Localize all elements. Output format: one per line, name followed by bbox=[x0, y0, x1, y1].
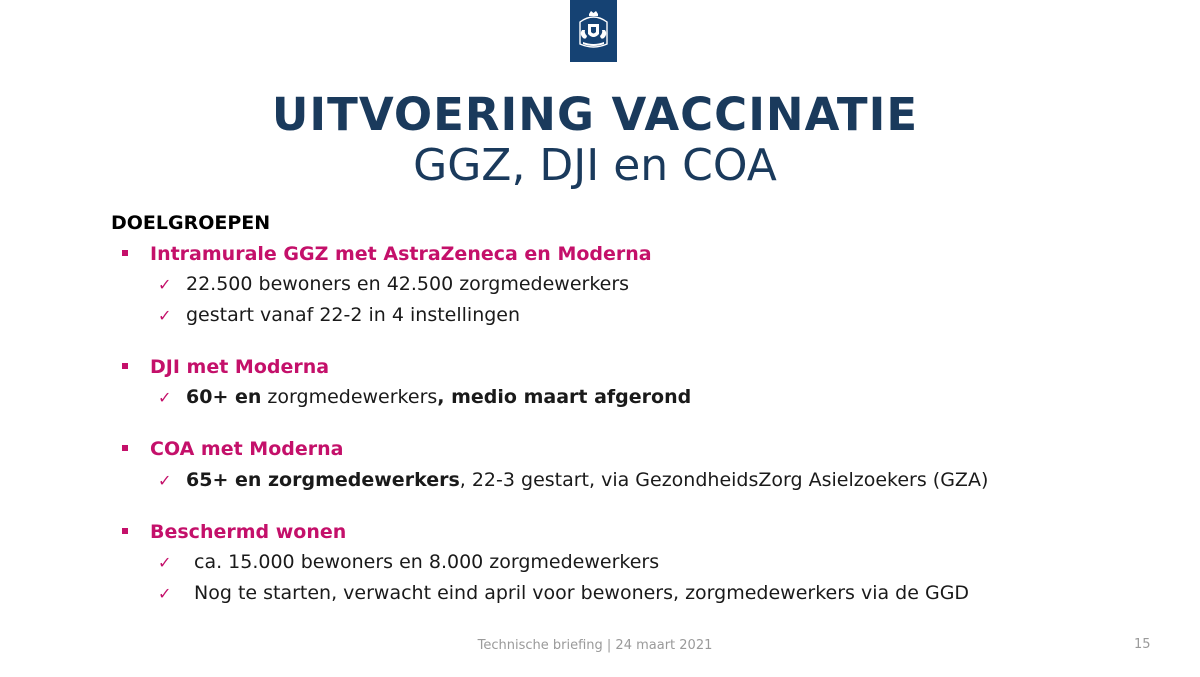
list-item bbox=[158, 469, 988, 491]
square-bullet-icon bbox=[122, 528, 128, 534]
rijksoverheid-logo bbox=[570, 0, 617, 62]
list-item-text: Nog te starten, verwacht eind april voor bewoners, zorgmedewerkers via de GGD bbox=[194, 582, 970, 604]
list-item-bold: 60+ en bbox=[186, 386, 262, 408]
checkmark-icon: ✓ bbox=[158, 471, 172, 490]
group-heading-text: DJI met Moderna bbox=[150, 356, 330, 378]
square-bullet-icon bbox=[122, 363, 128, 369]
checkmark-icon: ✓ bbox=[158, 553, 172, 572]
list-item-text: zorgmedewerkers bbox=[261, 386, 438, 408]
list-item bbox=[158, 304, 520, 326]
list-item-bold: , medio maart afgerond bbox=[437, 386, 692, 408]
group-heading-ggz bbox=[122, 243, 652, 265]
page-number: 15 bbox=[1134, 637, 1151, 652]
list-item bbox=[158, 273, 629, 295]
slide-footer: Technische briefing | 24 maart 2021 bbox=[477, 638, 713, 653]
square-bullet-icon bbox=[122, 445, 128, 451]
checkmark-icon: ✓ bbox=[158, 275, 172, 294]
group-heading-text: COA met Moderna bbox=[150, 438, 344, 460]
slide-title: UITVOERING VACCINATIE bbox=[271, 88, 919, 141]
checkmark-icon: ✓ bbox=[158, 388, 172, 407]
square-bullet-icon bbox=[122, 250, 128, 256]
group-heading-text: Beschermd wonen bbox=[150, 521, 347, 543]
checkmark-icon: ✓ bbox=[158, 584, 172, 603]
checkmark-icon: ✓ bbox=[158, 306, 172, 325]
list-item bbox=[158, 551, 659, 573]
group-heading-coa bbox=[122, 438, 343, 460]
list-item-text: 22.500 bewoners en 42.500 zorgmedewerkers bbox=[186, 273, 630, 295]
list-item-bold: 65+ en zorgmedewerkers bbox=[186, 469, 460, 491]
list-item-text: ca. 15.000 bewoners en 8.000 zorgmedewerkers bbox=[194, 551, 660, 573]
slide-subtitle: GGZ, DJI en COA bbox=[413, 140, 777, 191]
coat-of-arms-icon bbox=[570, 0, 617, 62]
list-item bbox=[158, 386, 691, 408]
list-item-text: gestart vanaf 22-2 in 4 instellingen bbox=[186, 304, 521, 326]
section-heading: DOELGROEPEN bbox=[111, 212, 271, 234]
group-heading-dji bbox=[122, 356, 329, 378]
group-heading-beschermd-wonen bbox=[122, 521, 346, 543]
list-item bbox=[158, 582, 969, 604]
group-heading-text: Intramurale GGZ met AstraZeneca en Moderna bbox=[150, 243, 652, 265]
list-item-text: , 22-3 gestart, via GezondheidsZorg Asielzoekers (GZA) bbox=[459, 469, 989, 491]
